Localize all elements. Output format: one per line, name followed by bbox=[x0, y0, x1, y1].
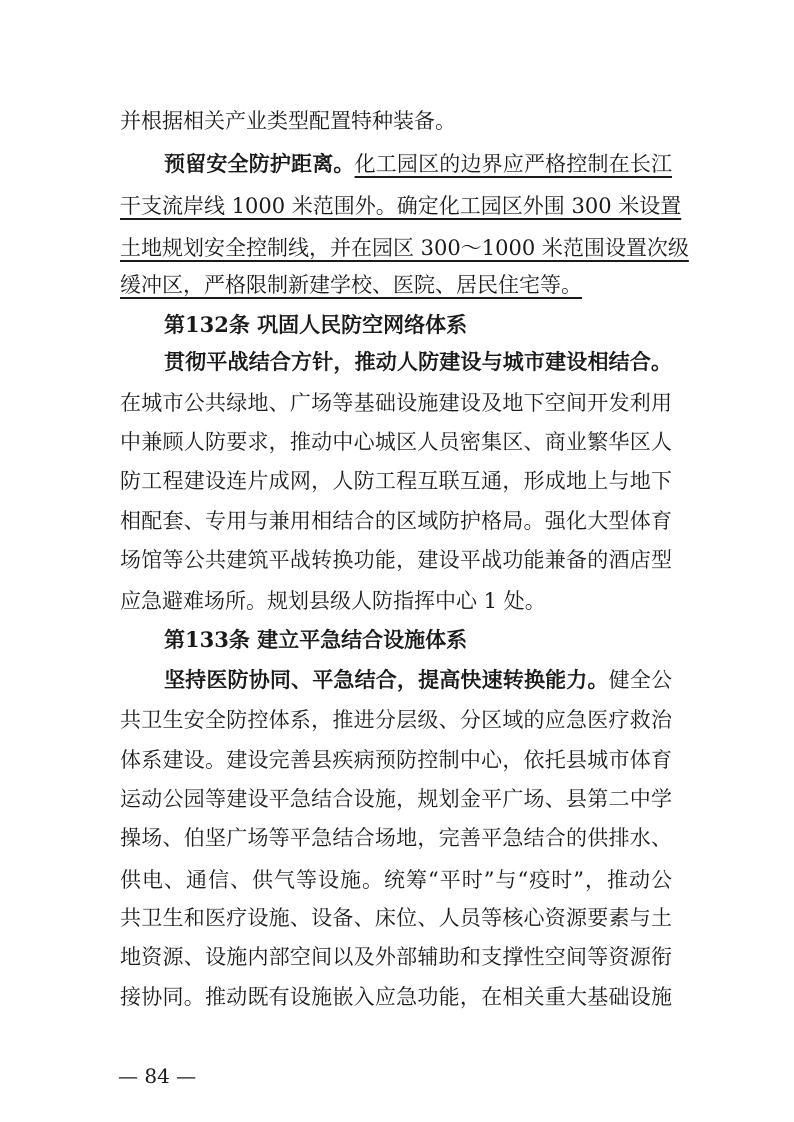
text-fragment: 健全公 bbox=[608, 668, 673, 692]
text-line: 地资源、设施内部空间以及外部辅助和支撑性空间等资源衔 bbox=[120, 945, 672, 969]
text-line: 供电、通信、供气等设施。统筹“平时”与“疫时”，推动公 bbox=[120, 868, 672, 892]
text-line: 共卫生安全防控体系，推进分层级、分区域的应急医疗救治 bbox=[120, 708, 672, 732]
text-line: 运动公园等建设平急结合设施，规划金平广场、县第二中学 bbox=[120, 787, 672, 811]
text-line: 在城市公共绿地、广场等基础设施建设及地下空间开发利用 bbox=[120, 391, 672, 415]
article-133-heading: 第133条 建立平急结合设施体系 bbox=[164, 627, 468, 652]
text-line: 并根据相关产业类型配置特种装备。 bbox=[120, 109, 456, 133]
text-line: 防工程建设连片成网，人防工程互联互通，形成地上与地下 bbox=[120, 469, 672, 493]
text-line: 接协同。推动既有设施嵌入应急功能，在相关重大基础设施 bbox=[120, 985, 672, 1009]
underlined-line: 干支流岸线 1000 米范围外。确定化工园区外围 300 米设置 bbox=[120, 194, 682, 218]
paragraph-safety-distance bbox=[164, 150, 672, 178]
text-line: 场馆等公共建筑平战转换功能，建设平战功能兼备的酒店型 bbox=[120, 548, 672, 572]
article-133-lead: 坚持医防协同、平急结合，提高快速转换能力。 bbox=[164, 667, 609, 692]
article-133-lead-line bbox=[164, 666, 672, 694]
text-line: 体系建设。建设完善县疾病预防控制中心，依托县城市体育 bbox=[120, 748, 672, 772]
underlined-line-wrapper bbox=[120, 271, 672, 299]
underlined-text: 化工园区的边界应严格控制在长江 bbox=[354, 152, 673, 176]
bold-lead: 预留安全防护距离。 bbox=[164, 151, 355, 176]
text-line: 相配套、专用与兼用相结合的区域防护格局。强化大型体育 bbox=[120, 509, 672, 533]
underlined-line: 土地规划安全控制线，并在园区 300～1000 米范围设置次级 bbox=[120, 236, 689, 260]
article-132-heading: 第132条 巩固人民防空网络体系 bbox=[164, 312, 468, 337]
text-line: 操场、伯坚广场等平急结合场地，完善平急结合的供排水、 bbox=[120, 826, 672, 850]
text-line: 共卫生和医疗设施、设备、床位、人员等核心资源要素与土 bbox=[120, 906, 672, 930]
article-132-lead: 贯彻平战结合方针，推动人防建设与城市建设相结合。 bbox=[164, 349, 672, 374]
underlined-line: 缓冲区，严格限制新建学校、医院、居民住宅等。 bbox=[120, 273, 582, 297]
text-line: 应急避难场所。规划县级人防指挥中心 1 处。 bbox=[120, 589, 546, 613]
page-number: — 84 — bbox=[118, 1064, 197, 1088]
text-line: 中兼顾人防要求，推动中心城区人员密集区、商业繁华区人 bbox=[120, 430, 672, 454]
